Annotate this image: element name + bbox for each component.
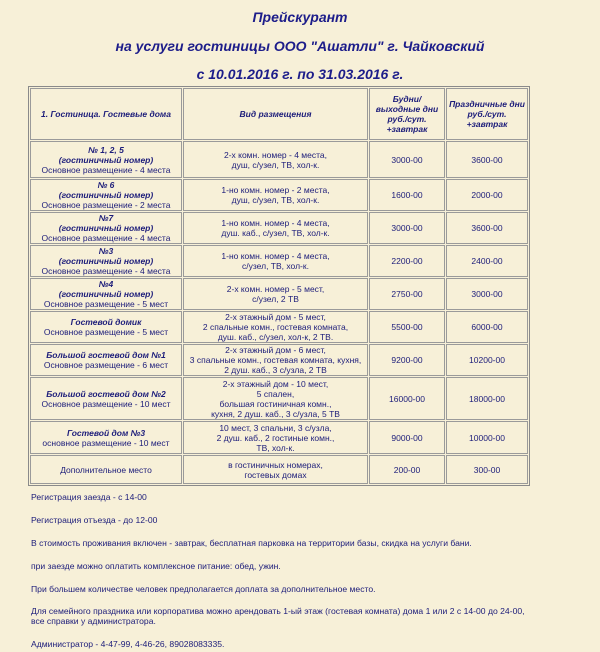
holiday-price-cell: 10200-00 [446,344,528,376]
table-row [30,377,528,420]
room-name-cell: №7 (гостиничный номер) Основное размещение - 4 места [30,212,182,244]
room-name-cell: Гостевой домик Основное размещение - 5 мест [30,311,182,343]
extra-person-note: При большем количестве человек предполагается доплата за дополнительное место. [31,584,376,594]
page-subtitle: на услуги гостиницы ООО "Ашатли" г. Чайковский [115,38,485,54]
room-name-cell: №4 (гостиничный номер) Основное размещение - 5 мест [30,278,182,310]
events-note-line1: Для семейного праздника или корпоратива можно арендовать 1-ый этаж (гостевая комната) дома 1 или 2 с 14-00 до 24-00, [31,606,525,616]
accommodation-cell: 2-х этажный дом - 6 мест, 3 спальные комн., гостевая комната, кухня, 2 душ. каб., 3 с/узла, 2 ТВ [183,344,368,376]
accommodation-cell: 2-х этажный дом - 5 мест, 2 спальные комн., гостевая комната, душ. каб., с/узел, хол-к, 2 ТВ. [183,311,368,343]
room-name-cell: Большой гостевой дом №2 Основное размещение - 10 мест [30,377,182,420]
room-name-cell: №3 (гостиничный номер) Основное размещение - 4 места [30,245,182,277]
holiday-price-cell: 3600-00 [446,141,528,178]
table-row [30,141,528,178]
room-name-cell: № 1, 2, 5 (гостиничный номер) Основное размещение - 4 места [30,141,182,178]
weekday-price-cell: 3000-00 [369,212,445,244]
room-name-cell: Большой гостевой дом №1 Основное размещение - 6 мест [30,344,182,376]
included-note: В стоимость проживания включен - завтрак, бесплатная парковка на территории базы, скидка на услуги бани. [31,538,472,548]
header-accommodation: Вид размещения [183,88,368,140]
header-holiday-price: Праздничные дни руб./сут. +завтрак [446,88,528,140]
table-row [30,179,528,211]
weekday-price-cell: 9000-00 [369,421,445,454]
room-name-cell: Гостевой дом №3 основное размещение - 10 мест [30,421,182,454]
table-row [30,212,528,244]
validity-period: с 10.01.2016 г. по 31.03.2016 г. [196,66,404,82]
checkin-note: Регистрация заезда - с 14-00 [31,492,147,502]
accommodation-cell: 2-х этажный дом - 10 мест, 5 спален, большая гостиничная комн., кухня, 2 душ. каб., 3 с/узла, 5 ТВ [183,377,368,420]
admin-contacts: Администратор - 4-47-99, 4-46-26, 89028083335. [31,639,225,649]
holiday-price-cell: 3000-00 [446,278,528,310]
accommodation-cell: 1-но комн. номер - 4 места, душ. каб., с/узел, ТВ, хол-к. [183,212,368,244]
table-row [30,245,528,277]
table-row [30,278,528,310]
accommodation-cell: 1-но комн. номер - 2 места, душ, с/узел, ТВ, хол-к. [183,179,368,211]
accommodation-cell: 1-но комн. номер - 4 места, с/узел, ТВ, хол-к. [183,245,368,277]
page-title: Прейскурант [252,9,348,25]
table-row [30,344,528,376]
holiday-price-cell: 3600-00 [446,212,528,244]
accommodation-cell: 2-х комн. номер - 5 мест, с/узел, 2 ТВ [183,278,368,310]
weekday-price-cell: 5500-00 [369,311,445,343]
table-row [30,455,528,484]
accommodation-cell: 2-х комн. номер - 4 места, душ, с/узел, ТВ, хол-к. [183,141,368,178]
weekday-price-cell: 9200-00 [369,344,445,376]
weekday-price-cell: 2200-00 [369,245,445,277]
holiday-price-cell: 6000-00 [446,311,528,343]
checkout-note: Регистрация отъезда - до 12-00 [31,515,158,525]
price-table [28,86,530,486]
table-header-row [30,88,528,140]
weekday-price-cell: 16000-00 [369,377,445,420]
table-row [30,421,528,454]
weekday-price-cell: 3000-00 [369,141,445,178]
room-name-cell: Дополнительное место [30,455,182,484]
holiday-price-cell: 2400-00 [446,245,528,277]
holiday-price-cell: 18000-00 [446,377,528,420]
header-weekday-price: Будни/ выходные дни руб./сут. +завтрак [369,88,445,140]
events-note-line2: все справки у администратора. [31,616,156,626]
table-row [30,311,528,343]
meals-note: при заезде можно оплатить комплексное питание: обед, ужин. [31,561,281,571]
accommodation-cell: 10 мест, 3 спальни, 3 с/узла, 2 душ. каб., 2 гостиные комн., ТВ, хол-к. [183,421,368,454]
holiday-price-cell: 10000-00 [446,421,528,454]
weekday-price-cell: 200-00 [369,455,445,484]
header-name: 1. Гостиница. Гостевые дома [30,88,182,140]
weekday-price-cell: 1600-00 [369,179,445,211]
holiday-price-cell: 300-00 [446,455,528,484]
holiday-price-cell: 2000-00 [446,179,528,211]
accommodation-cell: в гостиничных номерах, гостевых домах [183,455,368,484]
weekday-price-cell: 2750-00 [369,278,445,310]
room-name-cell: № 6 (гостиничный номер) Основное размещение - 2 места [30,179,182,211]
